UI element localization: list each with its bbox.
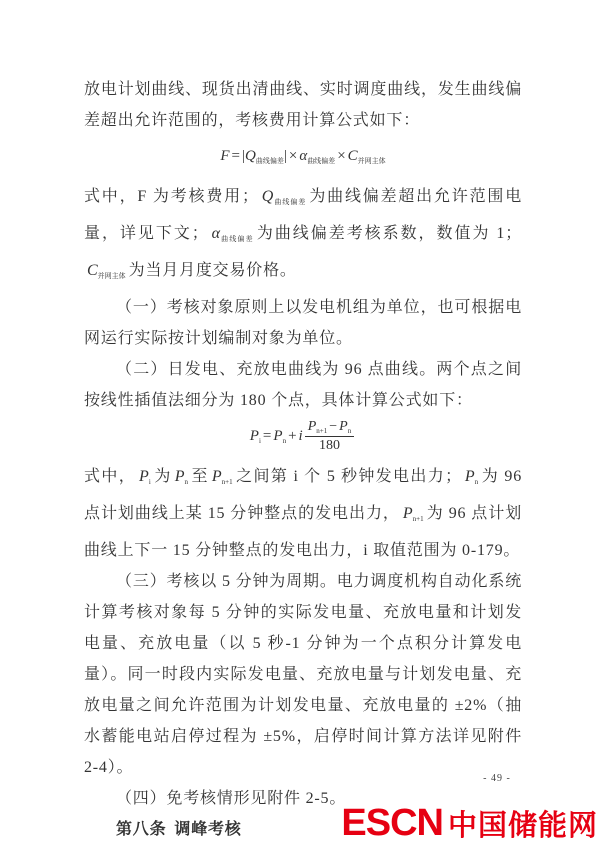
math-Q: Q <box>244 148 256 164</box>
paragraph-formula2-explanation <box>84 461 522 566</box>
text-segment: 为曲线偏差考核系数，数值为 1； <box>256 225 522 242</box>
paragraph-item-4: （四）免考核情形见附件 2-5。 <box>116 790 347 807</box>
text-segment: 为 <box>153 468 172 485</box>
fraction-numerator: $P_{n+1} - P_n$ <box>305 419 354 437</box>
math-eq: = <box>231 148 240 164</box>
fraction <box>305 419 354 454</box>
paragraph-intro: 放电计划曲线、现货出清曲线、实时调度曲线，发生曲线偏差超出允许范围的，考核费用计算公式如下： <box>84 81 522 129</box>
math-Pi-inline: $P_i$ <box>139 468 151 486</box>
text-segment: 之间第 i 个 5 秒钟发电出力； <box>235 468 462 485</box>
math-C-inline: $C_{并网主体}$ <box>87 262 126 280</box>
math-Pn-inline: $P_n$ <box>174 468 188 486</box>
text-segment: 为当月月度交易价格。 <box>128 262 297 279</box>
formula-interpolation: $P_i = P_n + i$ $\frac{P_{n+1} - P_n}{180}$ <box>84 416 522 461</box>
escn-logo <box>341 802 598 845</box>
math-Pn-inline: $P_n$ <box>464 468 479 486</box>
math-F: F <box>220 148 230 164</box>
text-segment: 式中， <box>84 468 137 485</box>
math-times2: × <box>337 148 346 164</box>
math-alpha-inline: $\alpha_{曲线偏差}$ <box>211 225 254 243</box>
math-bar-right: | <box>283 148 287 164</box>
text-segment: 式中，F 为考核费用； <box>84 188 259 205</box>
document-body <box>84 74 522 845</box>
math-Q-inline: $Q_{曲线偏差}$ <box>261 188 307 206</box>
page-number: - 49 - <box>483 773 511 784</box>
math-C: C <box>347 148 358 164</box>
math-C-sub: 并网主体 <box>357 157 386 165</box>
paragraph-formula1-explanation <box>84 181 522 292</box>
math-P: P <box>249 428 259 444</box>
math-bar-left: | <box>241 148 245 164</box>
math-Pn1-inline: $P_{n+1}$ <box>402 505 424 523</box>
paragraph-item-3: （三）考核以 5 分钟为周期。电力调度机构自动化系统计算考核对象每 5 分钟的实际发电量、充放电量和计划发电量、充放电量（以 5 秒-1 分钟为一个点积分计算发电量）。同一时段内实际发电量、充放电量与计划发电量、充放电量之间允许范围为计划发电量、充放电量的 ±2%（抽水蓄能电站启停过程为 ±5%，启停时间计算方法详见附件 2-4）。 <box>84 573 522 776</box>
text-segment: 为曲线偏差超出允许范围电量，详见下文； <box>84 188 522 242</box>
math-Pn1-inline: $P_{n+1}$ <box>211 468 233 486</box>
fraction-denominator: 180 <box>318 438 340 454</box>
paragraph-item-2: （二）日发电、充放电曲线为 96 点曲线。两个点之间按线性插值法细分为 180 个点，具体计算公式如下： <box>84 361 522 409</box>
formula-assessment-fee <box>84 136 522 181</box>
article-title: 调峰考核 <box>174 821 242 838</box>
logo-text-cn: 中国储能网 <box>447 808 598 842</box>
math-alpha-sub: 曲线偏差 <box>307 157 336 165</box>
paragraph-item-1: （一）考核对象原则上以发电机组为单位，也可根据电网运行实际按计划编制对象为单位。 <box>84 299 522 347</box>
math-alpha: α <box>299 148 308 164</box>
article-number: 第八条 <box>116 821 167 838</box>
text-segment: 为 96 点计划曲线上下一 15 分钟整点的发电出力，i 取值范围为 0-179。 <box>84 505 522 559</box>
text-segment: 至 <box>190 468 209 485</box>
text-segment: 为 96 点计划曲线上某 15 分钟整点的发电出力， <box>84 468 522 522</box>
math-times1: × <box>288 148 298 164</box>
logo-text-en: ESCN <box>341 802 443 844</box>
math-Q-sub: 曲线偏差 <box>255 157 284 165</box>
